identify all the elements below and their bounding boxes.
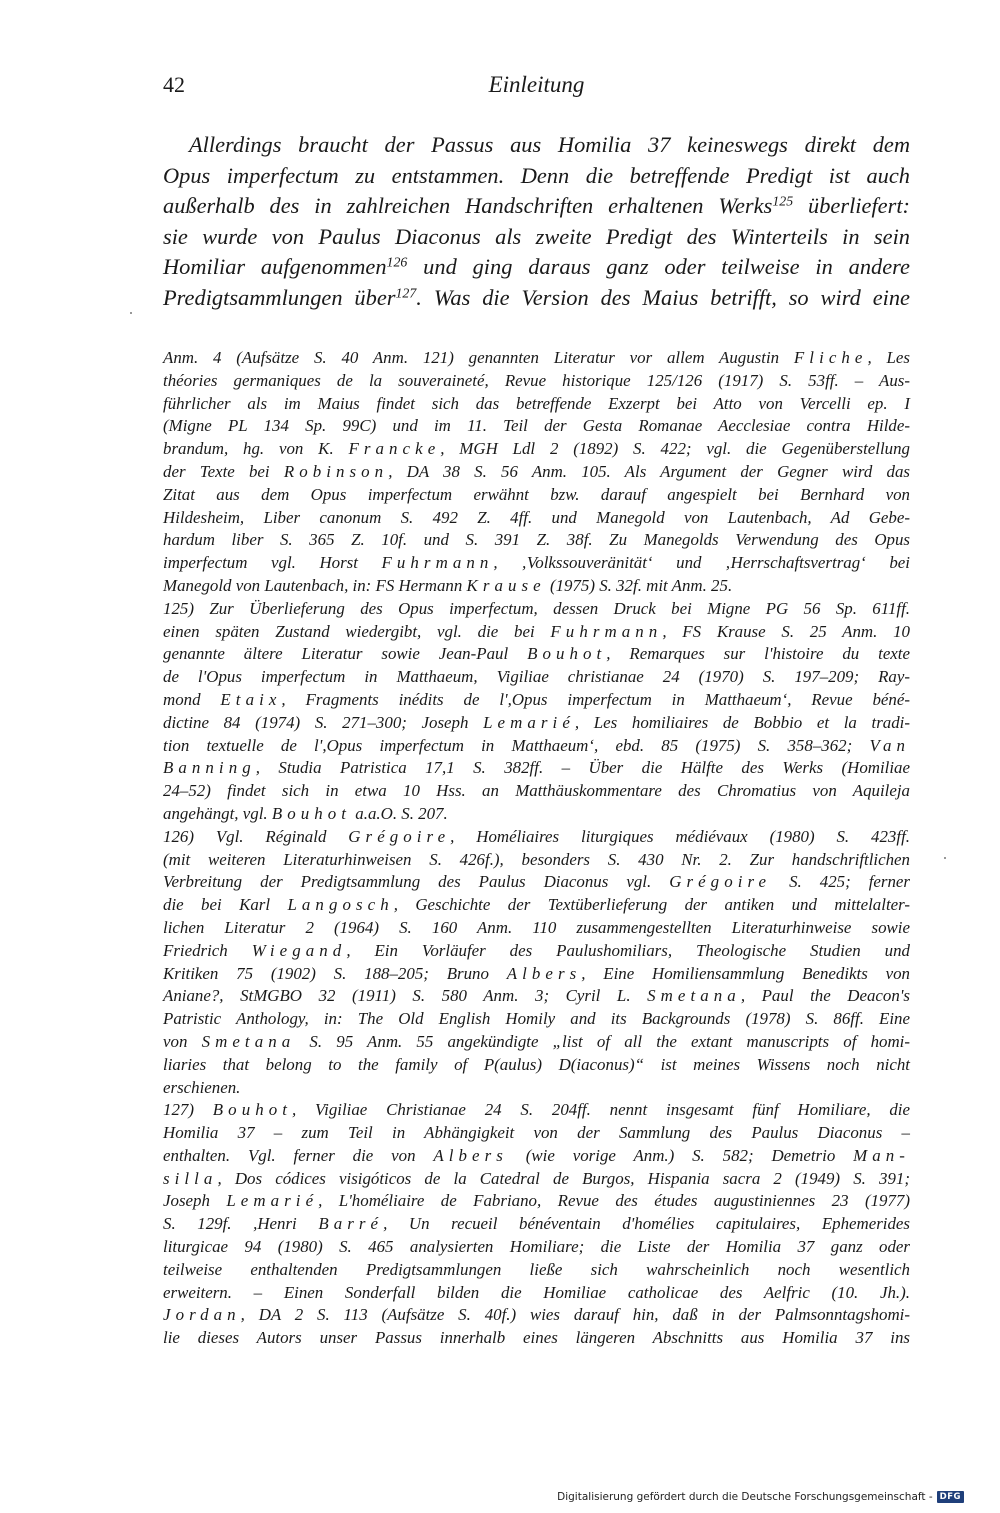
spaced-author-name: Smetana [201, 1031, 296, 1051]
footnote-line [163, 1031, 910, 1054]
footnote-line [163, 803, 910, 826]
footnote-ref-126: 126 [386, 255, 408, 271]
footnote-line [163, 1099, 910, 1122]
footnote-line: (Migne PL 134 Sp. 99C) und im 11. Teil der Gesta Romanae Aecclesiae contra Hilde- [163, 416, 910, 436]
text-run: Verbreitung der Predigtsammlung des Paulus Diaconus vgl. [163, 872, 670, 892]
main-paragraph [163, 130, 910, 313]
text-run: Anm. 4 (Aufsätze S. 40 Anm. 121) genannten Literatur vor allem Augustin [163, 348, 794, 367]
main-line [163, 191, 910, 222]
scan-speck [944, 857, 946, 859]
main-line [163, 283, 910, 314]
spaced-author-name: Robinson [283, 461, 389, 481]
text-run: Homiliar aufgenommen [163, 254, 387, 279]
text-run: Manegold von Lautenbach, in: FS Hermann [163, 575, 467, 595]
spaced-author-name: Jordan [163, 1305, 241, 1325]
text-run: außerhalb des in zahlreichen Handschriften erhaltenen Werks [163, 193, 773, 218]
footnote-line [163, 575, 910, 598]
footnote-line [163, 461, 910, 484]
main-line: Opus imperfectum zu entstammen. Denn die betreffende Predigt ist auch [163, 162, 910, 188]
footnote-line: liaries that belong to the family of P(aulus) D(iaconus)“ ist meines Wissens noch nicht [163, 1054, 910, 1074]
footnote-line [163, 1213, 910, 1236]
text-run: S. 129f. ,Henri [163, 1214, 319, 1234]
text-run: , DA 38 S. 56 Anm. 105. Als Argument der Gegner wird das [388, 461, 910, 481]
dfg-logo: DFG [937, 1491, 964, 1503]
footnote-line: teilweise enthaltenden Predigtsammlungen ließe sich wahrscheinlich noch wesentlich [163, 1259, 910, 1279]
spaced-author-name: Bouhot [271, 803, 352, 823]
text-run: , L'homéliaire de Fabriano, Revue des études augustiniennes 23 (1977) [318, 1191, 910, 1211]
footnote-line [163, 963, 910, 986]
footnote-line [163, 1168, 910, 1191]
page-header [163, 72, 910, 108]
text-run: dictine 84 (1974) S. 271–300; Joseph [163, 712, 484, 732]
text-run: imperfectum vgl. Horst [163, 553, 382, 573]
text-run: , Geschichte der Textüberlieferung der antiken und mittelalter- [393, 895, 910, 915]
text-run: , ‚Volkssouveränität‘ und ‚Herrschaftsvertrag‘ bei [493, 553, 910, 573]
footnote-line: erweitern. – Einen Sonderfall bilden die Homiliae catholicae des Aelfric (10. Jh.). [163, 1282, 910, 1302]
spaced-author-name: Barré [318, 1214, 384, 1234]
spaced-author-name: Banning [163, 758, 256, 778]
spaced-author-name: Etaix [220, 689, 282, 709]
text-run: Predigtsammlungen über [163, 284, 396, 310]
text-run: , Vigiliae Christianae 24 S. 204ff. nennt insgesamt fünf Homiliare, die [292, 1100, 910, 1120]
footnote-line: erschienen. [163, 1077, 241, 1097]
footnote-line [163, 985, 910, 1008]
text-run: brandum, hg. von K. [163, 439, 349, 459]
text-run: Kritiken 75 (1902) S. 188–205; Bruno [163, 963, 507, 983]
footnote-line [163, 621, 910, 644]
text-run: S. 425; ferner [771, 872, 910, 892]
footnote-line [163, 552, 910, 575]
text-run: , Studia Patristica 17,1 S. 382ff. – Über die Hälfte des Werks (Homiliae [255, 758, 910, 778]
text-run: Aniane?, StMGBO 32 (1911) S. 580 Anm. 3; Cyril L. [163, 986, 648, 1006]
footnote-line [163, 757, 910, 780]
footnote-ref-127: 127 [395, 285, 417, 301]
footnote-line: Homilia 37 – zum Teil in Abhängigkeit von der Sammlung des Paulus Diaconus – [163, 1123, 910, 1143]
spaced-author-name: Grégoire [348, 826, 451, 846]
text-run: , Eine Homiliensammlung Benedikts von [581, 963, 910, 983]
text-run: Joseph [163, 1191, 227, 1211]
digitization-credit [557, 1491, 964, 1503]
footnote-line: hardum liber S. 365 Z. 10f. und S. 391 Z. 38f. Zu Manegolds Verwendung des Opus [163, 530, 910, 550]
spaced-author-name: Wiegand [251, 940, 347, 960]
spaced-author-name: Grégoire [669, 872, 772, 892]
spaced-author-name: Fuhrmann [381, 553, 494, 573]
credit-text: Digitalisierung gefördert durch die Deutsche Forschungsgemeinschaft - [557, 1491, 933, 1503]
footnote-line [163, 1190, 910, 1213]
spaced-author-name: Bouhot [527, 644, 607, 664]
footnote-line: führlicher als im Maius findet sich das betreffende Exzerpt bei Atto von Vercelli ep. I [163, 393, 910, 413]
running-title: Einleitung [488, 72, 585, 97]
text-run: (wie vorige Anm.) S. 582; Demetrio [507, 1145, 854, 1165]
spaced-author-name: Man- [853, 1145, 911, 1165]
spaced-author-name: Fuhrmann [550, 621, 663, 641]
footnote-line [163, 1145, 910, 1168]
main-line [163, 252, 910, 283]
main-line: sie wurde von Paulus Diaconus als zweite Predigt des Winterteils in sein [163, 223, 910, 249]
footnote-line: Hildesheim, Liber canonum S. 492 Z. 4ff. und Manegold von Lautenbach, Ad Gebe- [163, 507, 910, 527]
text-run: mond [163, 689, 221, 709]
text-run: einen späten Zustand wiedergibt, vgl. die bei [163, 621, 551, 641]
spaced-author-name: Bouhot [212, 1100, 293, 1120]
text-run: , Fragments inédits de l',Opus imperfectum in Matthaeum‘, Revue béné- [281, 689, 910, 709]
footnote-line: liturgicae 94 (1980) S. 465 analysierten Homiliare; die Liste der Homilia 37 ganz oder [163, 1237, 910, 1257]
footnote-line [163, 894, 910, 917]
footnote-line [163, 347, 910, 370]
text-run: a.a.O. S. 207. [351, 803, 448, 823]
spaced-author-name: Francke [348, 439, 441, 459]
spaced-author-name: Albers [433, 1145, 508, 1165]
text-run: die bei Karl [163, 895, 288, 915]
footnote-line: 125) Zur Überlieferung des Opus imperfectum, dessen Druck bei Migne PG 56 Sp. 611ff. [163, 598, 910, 618]
footnote-line: lichen Literatur 2 (1964) S. 160 Anm. 110 zusammengestellten Literaturhinweise sowie [163, 917, 910, 937]
footnote-line: (mit weiteren Literaturhinweisen S. 426f.), besonders S. 430 Nr. 2. Zur handschriftlichen [163, 849, 910, 869]
footnotes-block [163, 347, 910, 1350]
text-run: von [163, 1031, 202, 1051]
spaced-author-name: Lemarié [483, 712, 575, 732]
footnote-line: lie dieses Autors unser Passus innerhalb eines längeren Abschnitts aus Homilia 37 ins [163, 1328, 910, 1348]
text-run: angehängt, vgl. [163, 803, 272, 823]
text-run: der Texte bei [163, 461, 284, 481]
text-run: , Dos códices visigóticos de la Catedral de Burgos, Hispania sacra 2 (1949) S. 391; [217, 1168, 910, 1188]
footnote-line [163, 643, 910, 666]
text-run: , Un recueil bénéventain d'homélies capitulaires, Ephemerides [383, 1214, 910, 1234]
text-run: S. 95 Anm. 55 angekündigte „list of all the extant manuscripts of homi- [295, 1031, 910, 1051]
text-run: 127) [163, 1100, 213, 1120]
text-run: 126) Vgl. Réginald [163, 826, 349, 846]
text-run: , FS Krause S. 25 Anm. 10 [662, 621, 910, 641]
footnote-line [163, 826, 910, 849]
footnote-line: Zitat aus dem Opus imperfectum erwähnt bzw. darauf angespielt bei Bernhard von [163, 484, 910, 504]
footnote-line: de l'Opus imperfectum in Matthaeum, Vigiliae christianae 24 (1970) S. 197–209; Ray- [163, 667, 910, 687]
footnote-line: théories germaniques de la souveraineté, Revue historique 125/126 (1917) S. 53ff. – Aus- [163, 370, 910, 390]
footnote-line [163, 735, 910, 758]
spaced-author-name: Fliche [793, 348, 868, 367]
footnote-line [163, 940, 910, 963]
footnote-line [163, 1304, 910, 1327]
footnote-line: 24–52) findet sich in etwa 10 Hss. an Matthäuskommentare des Chromatius von Aquileja [163, 781, 910, 801]
text-run: und ging daraus ganz oder teilweise in andere [407, 254, 910, 279]
text-run: , Les [867, 348, 910, 367]
footnote-line [163, 438, 910, 461]
footnote-ref-125: 125 [772, 194, 794, 210]
text-run: , Les homiliaires de Bobbio et la tradi- [574, 712, 910, 732]
spaced-author-name: Smetana [647, 986, 741, 1006]
spaced-author-name: Lemarié [226, 1191, 319, 1211]
spaced-author-name: Langosch [287, 895, 394, 915]
text-run: tion textuelle de l',Opus imperfectum in Matthaeum‘, ebd. 85 (1975) S. 358–362; [163, 735, 870, 755]
spaced-author-name: silla [163, 1168, 218, 1188]
spaced-author-name: Albers [506, 963, 582, 983]
text-run: . Was die Version des Maius betrifft, so wird eine [416, 284, 910, 310]
text-run: , Homéliaires liturgiques médiévaux (1980) S. 423ff. [450, 826, 910, 846]
text-run: genannte ältere Literatur sowie Jean-Paul [163, 644, 528, 664]
text-run: (1975) S. 32f. mit Anm. 25. [545, 575, 733, 595]
text-run: überliefert: [793, 193, 910, 218]
spaced-author-name: Krause [466, 575, 546, 595]
footnote-line [163, 871, 910, 894]
footnote-line [163, 689, 910, 712]
scan-speck [130, 312, 132, 314]
text-run: enthalten. Vgl. ferner die von [163, 1145, 434, 1165]
text-run: , Remarques sur l'histoire du texte [606, 644, 910, 664]
text-run: , Ein Vorläufer des Paulushomiliars, Theologische Studien und [346, 940, 910, 960]
text-run: , MGH Ldl 2 (1892) S. 422; vgl. die Gegenüberstellung [440, 439, 910, 459]
footnote-line [163, 712, 910, 735]
spaced-author-name: Van [869, 735, 910, 755]
page-number: 42 [163, 72, 185, 97]
text-run: , DA 2 S. 113 (Aufsätze S. 40f.) wies darauf hin, daß in der Palmsonntagshomi- [240, 1305, 910, 1325]
text-run: Friedrich [163, 940, 252, 960]
text-run: , Paul the Deacon's [740, 986, 911, 1006]
footnote-line: Patristic Anthology, in: The Old English Homily and its Backgrounds (1978) S. 86ff. Eine [163, 1009, 910, 1029]
main-line: Allerdings braucht der Passus aus Homilia 37 keineswegs direkt dem [189, 132, 910, 157]
